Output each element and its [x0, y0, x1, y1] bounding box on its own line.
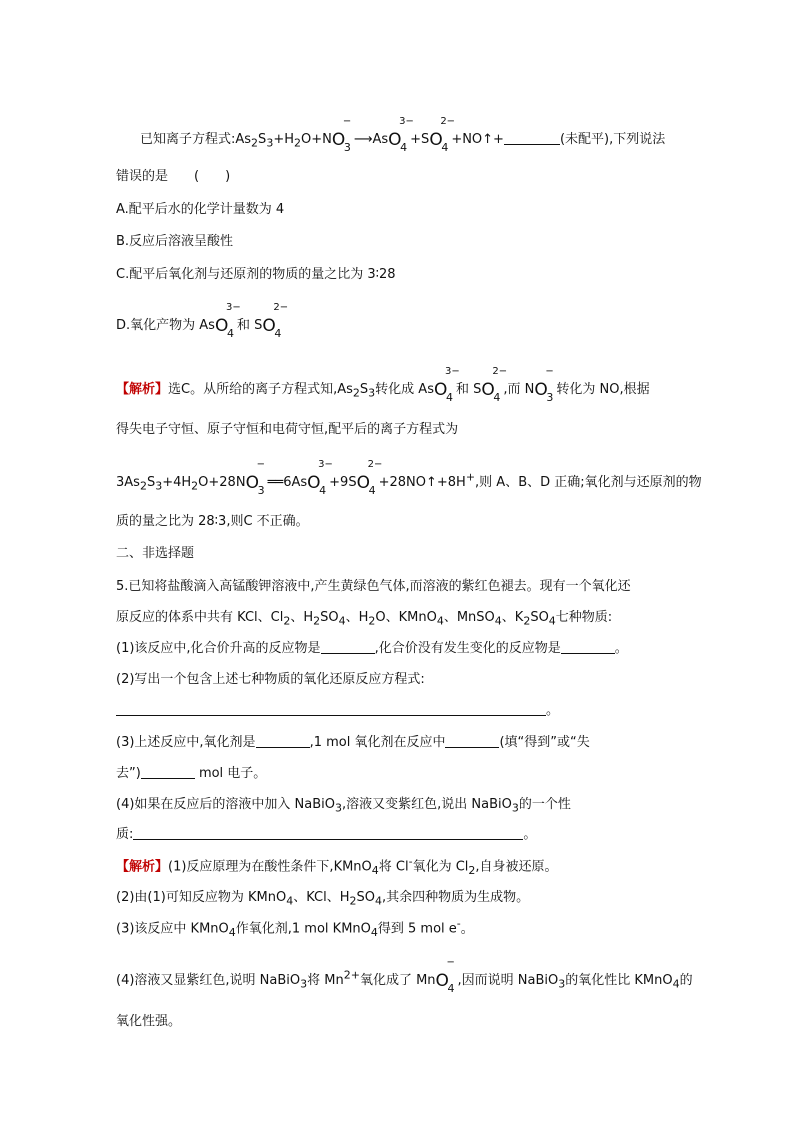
q5-part1: (1)该反应中,化合价升高的反应物是 ,化合价没有发生变化的反应物是 。: [116, 641, 628, 656]
arsenate-ion: O 3− 4: [214, 302, 241, 340]
answer-blank[interactable]: [256, 735, 310, 748]
q5-part3-line1: (3)上述反应中,氧化剂是 ,1 mol 氧化剂在反应中 (填“得到”或“失: [116, 735, 590, 750]
answer-blank[interactable]: [504, 132, 560, 145]
analysis-tag: 【解析】: [116, 382, 169, 397]
q5-part2-answer: 。: [116, 699, 559, 718]
arsenate-ion: O 3− 4: [388, 116, 414, 154]
q4-option-c: C.配平后氧化剂与还原剂的物质的量之比为 3∶28: [116, 267, 396, 282]
q5-part2: (2)写出一个包含上述七种物质的氧化还原反应方程式:: [116, 672, 425, 687]
q5-stem-line1: 5.已知将盐酸滴入高锰酸钾溶液中,产生黄绿色气体,而溶液的紫红色褪去。现有一个氧化还: [116, 579, 631, 594]
q5-part4-line1: (4)如果在反应后的溶液中加入 NaBiO$_3$,溶液又变紫红色,说出 NaBiO$_3$的一个性: [116, 797, 571, 815]
q4-analysis-line1: 【解析】选C。从所给的离子方程式知$,As_2S_3$转化成 As O 3− 4 和 S O 2− 4 ,而 N O − 3 转化为 NO,根据: [116, 366, 650, 404]
sulfate-ion: O 2− 4: [429, 116, 456, 154]
q4-stem-line1: 已知离子方程式$:As_2S_3+H_2O+N$ O − 3 ⟶As O 3− 4 +S O 2− 4 +NO↑+ (未配平),下列说法: [140, 116, 666, 154]
answer-blank[interactable]: [321, 641, 375, 654]
q5-part4-line2: 质: 。: [116, 827, 537, 842]
q4-option-a: A.配平后水的化学计量数为 4: [116, 202, 285, 217]
sulfate-ion: O 2− 4: [356, 459, 383, 497]
nitrate-ion: O − 3: [534, 366, 554, 404]
answer-blank[interactable]: [141, 766, 195, 779]
q5-analysis-line1: 【解析】(1)反应原理为在酸性条件下,KMnO$_4$将 Cl-氧化为 $Cl_2$,自身被还原。: [116, 855, 558, 877]
answer-blank[interactable]: [133, 827, 523, 840]
q5-analysis-line2: (2)由(1)可知反应物为 KMnO$_4$、KCl、$H_2SO_4$,其余四种物质为生成物。: [116, 890, 530, 908]
q4-analysis-line2: 得失电子守恒、原子守恒和电荷守恒,配平后的离子方程式为: [116, 422, 459, 437]
q5-stem-line2: 原反应的体系中共有 KCl、$Cl_2$、$H_2SO_4$、$H_2O$、KMnO$_4$、MnSO$_4$、$K_2SO_4$七种物质:: [116, 610, 613, 628]
q4-balanced-equation: $3As_2S_3+4H_2O+28N$ O − 3 ══6As O 3− 4 +9S O 2− 4 +28NO↑+8H+,则 A、B、D 正确;氧化剂与还原剂的物: [116, 459, 702, 497]
q4-stem-line2: 错误的是 ( ): [116, 169, 231, 184]
permanganate-ion: O − 4: [435, 957, 455, 995]
nitrate-ion: O − 3: [331, 116, 352, 154]
answer-blank[interactable]: [445, 735, 499, 748]
answer-blank[interactable]: [116, 703, 546, 716]
q4-analysis-line4: 质的量之比为 28∶3,则C 不正确。: [116, 514, 309, 529]
q5-analysis-line4: (4)溶液又显紫红色,说明 NaBiO$_3$将 $Mn^{2+}$氧化成了 Mn O − 4 ,因而说明 NaBiO$_3$的氧化性比 KMnO$_4$的: [116, 957, 693, 995]
sulfate-ion: O 2− 4: [481, 366, 508, 404]
q5-analysis-line3: (3)该反应中 KMnO$_4$作氧化剂,1 mol KMnO$_4$得到 5 mol e-。: [116, 917, 474, 939]
section-heading: 二、非选择题: [116, 546, 195, 561]
arsenate-ion: O 3− 4: [433, 366, 460, 404]
q4-option-b: B.反应后溶液呈酸性: [116, 234, 234, 249]
analysis-tag: 【解析】: [116, 859, 169, 875]
q5-analysis-line5: 氧化性强。: [116, 1014, 182, 1029]
answer-blank[interactable]: [561, 641, 615, 654]
arsenate-ion: O 3− 4: [307, 459, 333, 497]
nitrate-ion: O − 3: [245, 459, 265, 497]
q5-part3-line2: 去”) mol 电子。: [116, 766, 267, 781]
q4-option-d: D.氧化产物为 As O 3− 4 和 S O 2− 4: [116, 302, 289, 340]
sulfate-ion: O 2− 4: [262, 302, 289, 340]
